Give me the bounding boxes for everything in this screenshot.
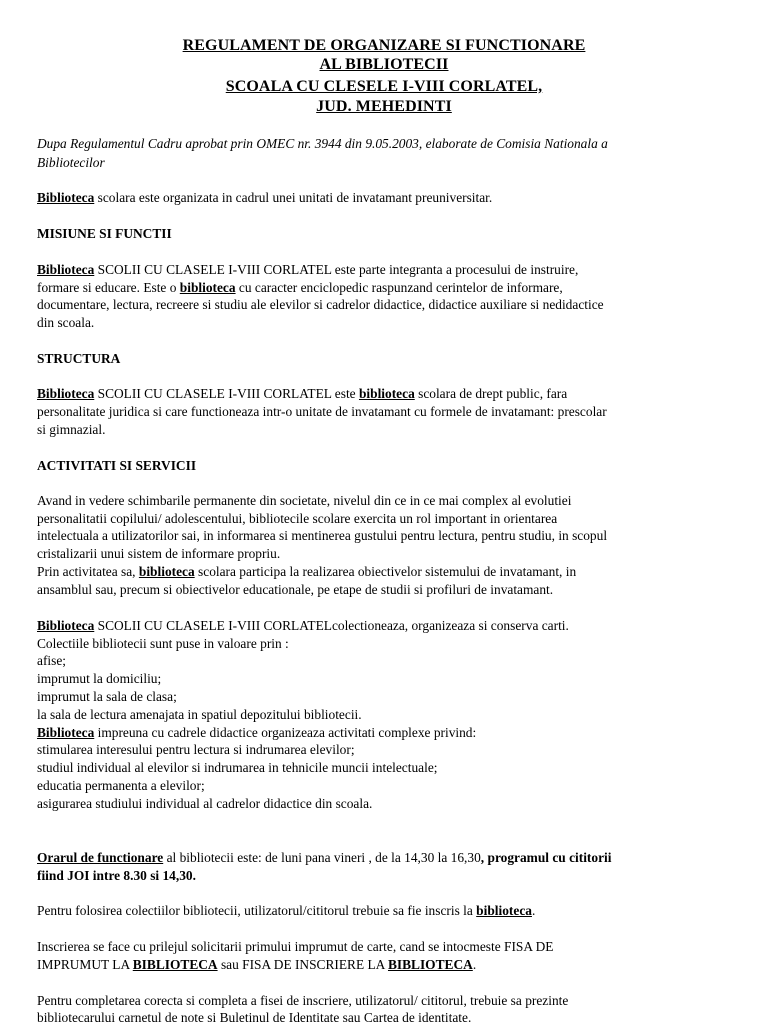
line-text-bold: , programul cu cititorii bbox=[480, 850, 612, 865]
heading-structura: STRUCTURA bbox=[37, 351, 121, 366]
activitati-line-6: ansamblul sau, precum si obiectivelor educationale, pe etape de studii si profiluri de invatamant. bbox=[37, 582, 554, 597]
title-line-2: AL BIBLIOTECII bbox=[319, 56, 449, 73]
list-item: educatia permanenta a elevilor; bbox=[37, 778, 205, 793]
list-item: stimularea interesului pentru lectura si indrumarea elevilor; bbox=[37, 742, 355, 757]
line-text: scolara de drept public, fara bbox=[414, 386, 568, 401]
colectii-line-7 bbox=[37, 725, 476, 741]
keyword-biblioteca: Biblioteca bbox=[37, 725, 95, 740]
activitati-line-5 bbox=[37, 564, 576, 580]
structura-line-2: personalitate juridica si care functioneaza intr-o unitate de invatamant cu formele de invatamant: prescolar bbox=[37, 404, 607, 419]
list-item: afise; bbox=[37, 653, 66, 668]
structura-line-3: si gimnazial. bbox=[37, 422, 106, 437]
keyword-biblioteca: Biblioteca bbox=[37, 386, 95, 401]
keyword-biblioteca: Biblioteca bbox=[37, 262, 95, 277]
orar-line-2: fiind JOI intre 8.30 si 14,30. bbox=[37, 868, 196, 883]
line-text: SCOLII CU CLASELE I-VIII CORLATELcolectioneaza, organizeaza si conserva carti. bbox=[94, 618, 569, 633]
list-item: la sala de lectura amenajata in spatiul depozitului bibliotecii. bbox=[37, 707, 362, 722]
line-text: IMPRUMUT LA bbox=[37, 957, 133, 972]
inscriere-line-1: Inscrierea se face cu prilejul solicitarii primului imprumut de carte, cand se intocmeste FISA DE bbox=[37, 939, 554, 954]
line-text: Pentru folosirea colectiilor bibliotecii, utilizatorul/cititorul trebuie sa fie inscris la bbox=[37, 903, 477, 918]
title-line-1: REGULAMENT DE ORGANIZARE SI FUNCTIONARE bbox=[182, 37, 586, 54]
title-line-3: SCOALA CU CLESELE I-VIII CORLATEL, bbox=[225, 78, 543, 95]
colectii-line-1 bbox=[37, 618, 569, 634]
line-text: SCOLII CU CLASELE I-VIII CORLATEL este parte integranta a procesului de instruire, bbox=[94, 262, 579, 277]
structura-line-1 bbox=[37, 386, 567, 402]
line-text: cu caracter enciclopedic raspunzand cerintelor de informare, bbox=[235, 280, 563, 295]
intro-line-2: Bibliotecilor bbox=[37, 155, 105, 170]
heading-activitati: ACTIVITATI SI SERVICII bbox=[37, 458, 197, 473]
line-text: Prin activitatea sa, bbox=[37, 564, 139, 579]
misiune-line-1 bbox=[37, 262, 578, 278]
line-text: . bbox=[472, 957, 477, 972]
orar-line-1 bbox=[37, 850, 611, 866]
line-text: scolara participa la realizarea obiectivelor sistemului de invatamant, in bbox=[194, 564, 577, 579]
title-line-4: JUD. MEHEDINTI bbox=[316, 98, 452, 115]
orar-label: Orarul de functionare bbox=[37, 850, 164, 865]
keyword-biblioteca: biblioteca bbox=[476, 903, 532, 918]
line-text: formare si educare. Este o bbox=[37, 280, 180, 295]
line-text: impreuna cu cadrele didactice organizeaza activitati complexe privind: bbox=[94, 725, 477, 740]
activitati-line-2: personalitatii copilului/ adolescentului, bibliotecile scolare exercita un rol important in orientarea bbox=[37, 511, 558, 526]
misiune-line-4: din scoala. bbox=[37, 315, 95, 330]
completare-line-2: bibliotecarului carnetul de note si Buletinul de Identitate sau Cartea de identitate. bbox=[37, 1010, 472, 1025]
keyword-biblioteca: biblioteca bbox=[358, 386, 415, 401]
list-item: imprumut la sala de clasa; bbox=[37, 689, 177, 704]
activitati-line-1: Avand in vedere schimbarile permanente din societate, nivelul din ce in ce mai complex al evolutiei bbox=[37, 493, 572, 508]
keyword-biblioteca: Biblioteca bbox=[37, 618, 95, 633]
heading-misiune: MISIUNE SI FUNCTII bbox=[37, 226, 172, 241]
folosire-line bbox=[37, 903, 535, 919]
colectii-line-2: Colectiile bibliotecii sunt puse in valoare prin : bbox=[37, 636, 289, 651]
list-item: imprumut la domiciliu; bbox=[37, 671, 162, 686]
keyword-biblioteca: biblioteca bbox=[179, 280, 236, 295]
line-text: al bibliotecii este: de luni pana vineri , de la 14,30 la 16,30 bbox=[163, 850, 481, 865]
paragraph-biblioteca-scolara bbox=[37, 190, 492, 206]
keyword-biblioteca: BIBLIOTECA bbox=[132, 957, 218, 972]
keyword-biblioteca: BIBLIOTECA bbox=[387, 957, 473, 972]
line-text: sau FISA DE INSCRIERE LA bbox=[217, 957, 388, 972]
paragraph-text: scolara este organizata in cadrul unei unitati de invatamant preuniversitar. bbox=[94, 190, 493, 205]
keyword-biblioteca: Biblioteca bbox=[37, 190, 95, 205]
activitati-line-3: intelectuala a utilizatorilor sai, in informarea si mentinerea gustului pentru lectura, pentru studiu, in scopul bbox=[37, 528, 608, 543]
list-item: studiul individual al elevilor si indrumarea in tehnicile muncii intelectuale; bbox=[37, 760, 438, 775]
misiune-line-2 bbox=[37, 280, 563, 296]
misiune-line-3: documentare, lectura, recreere si studiu ale elevilor si cadrelor didactice, didactice auxiliare si nedidactice bbox=[37, 297, 604, 312]
completare-line-1: Pentru completarea corecta si completa a fisei de inscriere, utilizatorul/ cititorul, trebuie sa prezinte bbox=[37, 993, 569, 1008]
list-item: asigurarea studiului individual al cadrelor didactice din scoala. bbox=[37, 796, 373, 811]
keyword-biblioteca: biblioteca bbox=[138, 564, 195, 579]
activitati-line-4: cristalizarii unui sistem de informare propriu. bbox=[37, 546, 281, 561]
line-text: . bbox=[531, 903, 536, 918]
intro-line-1: Dupa Regulamentul Cadru aprobat prin OMEC nr. 3944 din 9.05.2003, elaborate de Comisia Nationala a bbox=[37, 136, 608, 151]
inscriere-line-2 bbox=[37, 957, 476, 973]
line-text: SCOLII CU CLASELE I-VIII CORLATEL este bbox=[94, 386, 359, 401]
